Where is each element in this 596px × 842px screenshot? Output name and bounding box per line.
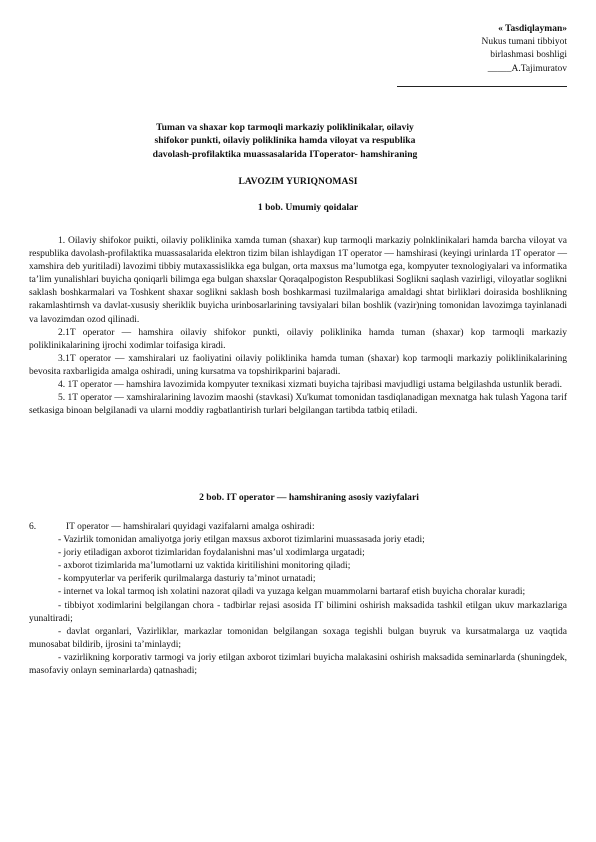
paragraph-2: 2.1T operator — hamshira oilaviy shifokor punkti, oilaviy poliklinika hamda tuman (shaxar) kop tarmoqli markaziy poliklinikalarining ijrochi xodimlar toifasiga kiradi. [29, 327, 567, 351]
duty-item: - vazirlikning korporativ tarmogi va joriy etilgan axborot tizimlari buyicha malakasini oshirish maksadida seminarlarda (shuningdek, masofaviy onlayn seminarlarda) qatnashadi; [29, 652, 567, 677]
approval-block [397, 23, 567, 87]
approval-line-2: birlashmasi boshligi [490, 50, 567, 61]
approval-line-1: Nukus tumani tibbiyot [481, 37, 567, 48]
approval-title: « Tasdiqlayman» [498, 24, 567, 34]
list-item-6 [29, 521, 567, 534]
duty-item: - davlat organlari, Vazirliklar, markazlar tomonidan belgilangan soxaga tegishli bulgan buyruk va kursatmalarga uz vaqtida munosabat bildirib, ijrosini ta’minlaydi; [29, 626, 567, 650]
approval-signature-line: _____A.Tajimuratov [487, 63, 567, 74]
heading-line-1: Tuman va shaxar kop tarmoqli markaziy poliklinikalar, oilaviy [156, 122, 414, 133]
document-title: LAVOZIM YURIQNOMASI [238, 176, 358, 187]
heading-line-3: davolash-profilaktika muassasalarida ITоperator- hamshiraning [152, 148, 418, 160]
duty-item: - kompyuterlar va periferik qurilmalarga dasturiy ta’minot urnatadi; [58, 574, 316, 585]
item-text: IT operator — hamshiralari quyidagi vazifalarni amalga oshiradi: [66, 522, 315, 532]
duty-item: - axborot tizimlarida ma’lumotlarni uz vaktida kiritilishini monitoring qiladi; [58, 561, 351, 572]
paragraph-1: 1. Oilaviy shifokor puikti, oilaviy poliklinika xamda tuman (shaxar) kup tarmoqli markaziy polnklinikalari hamda barcha viloyat va respublika davolash-profilaktika muassasalarida elektron tizim bilan ishlaydigan 1T operator — hamshirasi (keyingi urinlarda 1T operator — xamshira deb yuritiladi) lavozimi tibbiy mutaxassislikka ega bulgan, orta maxsus ma’lumotga ega, kompyuter texnologiyalari va informatika ta’lim yunalishlari buyicha qoniqarli bilimga ega bulgan shaxslar Qoraqalpogiston Respublikasi Soglikni saqlash vazirligi, viloyatlar soglikni saklash boshkarmalari va Toshkent shaxar soglikni saklash bosh boshkarmasi tuzilmalariga amaldagi shtat birlikləri doirasida boshlikning rakamlashtirnsh va davlat-xususiy sheriklik buyicha urinbosarlarining tavsiyalari bilan boshlik (vazir)ning tomonidan lavozimga tayinlanadi va lavozimdan ozod qilinadi. [29, 236, 567, 325]
duty-item: - Vazirlik tomonidan amaliyotga joriy etilgan maxsus axborot tizimlarini muassasada joriy etadi; [58, 535, 425, 546]
duty-item: - internet va lokal tarmoq ish xolatini nazorat qiladi va yuzaga kelgan muammolarni bartaraf etish buyicha choralar kuradi; [58, 587, 526, 598]
approval-underline [397, 78, 567, 87]
paragraph-3: 3.1T operator — xamshiralari uz faoliyatini oilaviy poliklinika hamda tuman (shaxar) kop tarmoqli markaziy poliklinikalarining bevosita raxbarligida amalga oshiradi, uning kursatma va topshirikparini bajaradi. [29, 353, 567, 377]
chapter-2-body [29, 521, 567, 678]
document-heading [120, 121, 450, 161]
paragraph-5: 5. 1T operator — xamshiralarining lavozim maoshi (stavkasi) Xu'kumat tomonidan tasdiqlanadigan mexnatga hak tulash Yagona tarif setkasiga binoan belgilanadi va ularni moddiy ragbatlantirish turlari belgilangan tartibda tatbiq etiladi. [29, 393, 567, 417]
chapter-1-body [29, 235, 567, 418]
heading-line-2: shifokor punkti, oilaviy poliklinika hamda viloyat va respublika [154, 135, 416, 147]
duty-item: - joriy etiladigan axborot tizimlaridan foydalanishni mas’ul xodimlarga urgatadi; [58, 548, 365, 559]
paragraph-4: 4. 1T operator — hamshira lavozimida kompyuter texnikasi xizmati buyicha tajribasi mavjudligi ustama belgilashda ustunlik beradi. [58, 380, 562, 391]
chapter-2-title: 2 bob. IT operator — hamshiraning asosiy vaziyfalari [199, 492, 419, 503]
item-number: 6. [29, 522, 37, 532]
chapter-1-title: 1 bob. Umumiy qoidalar [257, 202, 359, 213]
duty-item: - tibbiyot xodimlarini belgilangan chora - tadbirlar rejasi asosida IT bilimini oshirish maksadida tashkil etilgan ukuv markazlariga yunaltiradi; [29, 600, 567, 624]
